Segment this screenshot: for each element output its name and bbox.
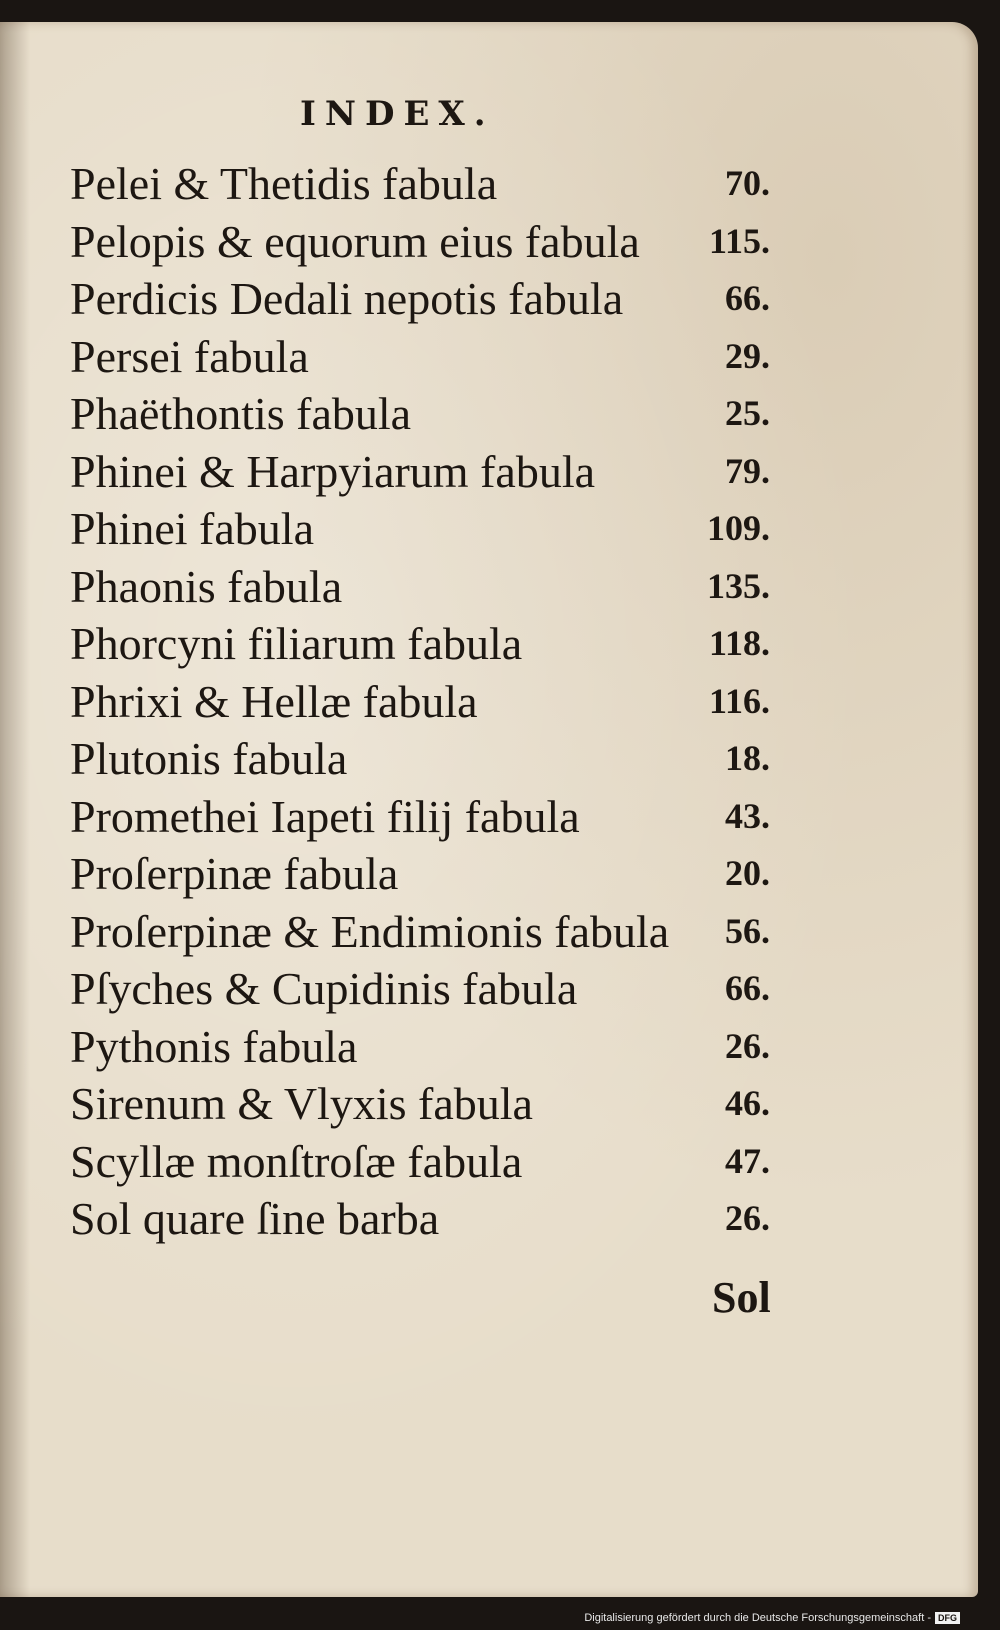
index-entry	[70, 960, 770, 1018]
index-entry	[70, 1018, 770, 1076]
credit-text: Digitalisierung gefördert durch die Deutsche Forschungsgemeinschaft -	[584, 1612, 931, 1624]
dfg-logo: DFG	[935, 1612, 960, 1624]
entry-label: Phaonis fabula	[70, 560, 343, 612]
index-entry	[70, 615, 770, 673]
entry-label: Plutonis fabula	[70, 733, 348, 784]
index-entry	[70, 213, 770, 271]
entry-page-number: 79.	[725, 450, 770, 491]
entry-page-number: 43.	[725, 795, 770, 836]
index-entry	[70, 500, 770, 558]
book-page	[0, 22, 978, 1597]
page-header: INDEX.	[300, 94, 495, 134]
entry-page-number: 29.	[725, 335, 770, 376]
index-entry	[70, 1075, 770, 1133]
entry-page-number: 56.	[725, 910, 770, 951]
index-entry	[70, 1190, 770, 1248]
entry-page-number: 70.	[725, 163, 770, 203]
entry-page-number: 135.	[707, 565, 770, 606]
entry-page-number: 26.	[725, 1025, 770, 1066]
index-entry	[70, 558, 770, 616]
index-entry	[70, 730, 770, 788]
index-entry	[70, 845, 770, 903]
entry-page-number: 115.	[708, 220, 770, 261]
entry-label: Proſerpinæ & Endimionis fabula	[70, 905, 670, 957]
entry-label: Phinei fabula	[70, 503, 314, 554]
entry-label: Pelopis & equorum eius fabula	[70, 215, 640, 267]
entry-label: Sirenum & Vlyxis fabula	[70, 1078, 533, 1129]
entry-page-number: 66.	[725, 278, 770, 318]
entry-page-number: 109.	[707, 508, 770, 548]
entry-label: Phinei & Harpyiarum fabula	[70, 445, 596, 497]
index-list	[70, 155, 770, 1248]
entry-page-number: 46.	[725, 1083, 770, 1123]
entry-page-number: 66.	[725, 968, 770, 1008]
entry-page-number: 116.	[708, 680, 770, 721]
index-entry	[70, 788, 770, 846]
entry-page-number: 118.	[708, 623, 770, 663]
entry-page-number: 25.	[725, 393, 770, 433]
entry-label: Persei fabula	[70, 330, 309, 382]
entry-label: Pythonis fabula	[70, 1020, 358, 1072]
catchword: Sol	[712, 1273, 771, 1322]
entry-label: Scyllæ monſtroſæ fabula	[70, 1135, 523, 1187]
index-entry	[70, 903, 770, 961]
entry-page-number: 20.	[725, 853, 770, 893]
entry-label: Phrixi & Hellæ fabula	[70, 675, 478, 727]
index-entry	[70, 270, 770, 328]
entry-label: Phorcyni filiarum fabula	[70, 618, 523, 669]
entry-label: Perdicis Dedali nepotis fabula	[70, 273, 624, 324]
entry-label: Sol quare ſine barba	[70, 1193, 440, 1244]
index-entry	[70, 443, 770, 501]
entry-label: Promethei Iapeti filij fabula	[70, 790, 580, 842]
index-entry	[70, 673, 770, 731]
entry-page-number: 47.	[725, 1140, 770, 1181]
index-entry	[70, 385, 770, 443]
entry-page-number: 26.	[725, 1198, 770, 1238]
entry-label: Pelei & Thetidis fabula	[70, 158, 498, 209]
entry-label: Pſyches & Cupidinis fabula	[70, 963, 578, 1014]
index-entry	[70, 155, 770, 213]
entry-label: Phaëthontis fabula	[70, 388, 412, 439]
entry-page-number: 18.	[725, 738, 770, 778]
index-entry	[70, 1133, 770, 1191]
index-entry	[70, 328, 770, 386]
digitization-credit	[584, 1612, 960, 1624]
entry-label: Proſerpinæ fabula	[70, 848, 399, 899]
